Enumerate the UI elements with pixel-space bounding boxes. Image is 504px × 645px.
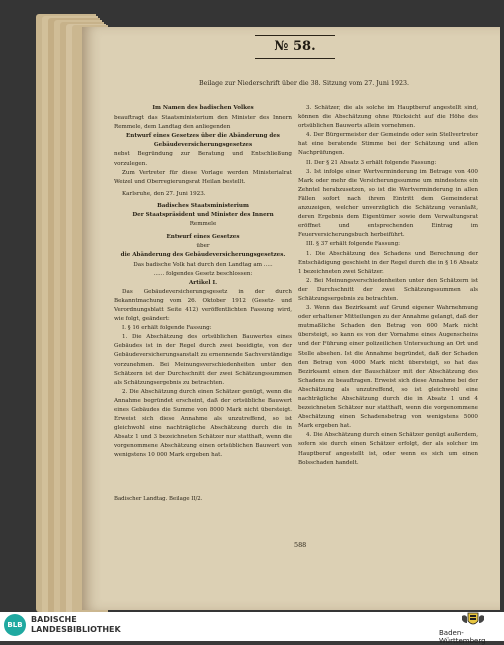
paragraph: Das Gebäudeversicherungsgesetz in der durch Bekanntmachung vom 26. Oktober 1912 (Gesetz- und Verordnungsblatt Seite 412) veröffentlichten Fassung wird, wie folgt, geändert:: [114, 288, 292, 323]
section-heading: I. § 16 erhält folgende Fassung:: [122, 325, 212, 332]
page-number: 588: [294, 541, 307, 549]
library-name: [31, 615, 121, 635]
library-name-line1: BADISCHE: [31, 615, 77, 624]
section-heading: III. § 37 erhält folgende Fassung:: [306, 241, 401, 248]
section-heading: II. Der § 21 Absatz 3 erhält folgende Fassung:: [306, 159, 437, 166]
blb-logo-icon: BLB: [4, 614, 26, 636]
paragraph: 1. Die Abschätzung des Schadens und Berechnung der Entschädigung geschieht in der Regel durch die in § 16 Absatz 1 bezeichneten zwei Schätzer.: [298, 250, 478, 275]
signatory-name: Remmele: [189, 221, 217, 228]
enactment-line: Das badische Volk hat durch den Landtag am .....: [133, 261, 273, 268]
paragraph: 2. Bei Meinungsverschiedenheiten unter den Schätzern ist der Durchschnitt der zwei Schätzungssummen als Schätzungsergebnis zu betrachten.: [298, 277, 478, 302]
preamble-heading: Im Namen des badischen Volkes: [152, 105, 254, 111]
law-heading-subject: die Abänderung des Gebäudeversicherungsgesetzes.: [120, 252, 286, 259]
signatory-heading: Badisches Staatsministerium: [157, 202, 249, 209]
paragraph: 1. Die Abschätzung des ortsüblichen Bauwertes eines Gebäudes ist in der Regel durch zwei beeidigte, von der Gebäudeversicherungsanstalt zu ernennende Sachverständige vorzunehmen. Bei Meinungsverschiedenheiten unter den Schätzern ist der Durchschnitt der zwei Schätzungssummen als Schätzungsergebnis zu betrachten.: [114, 334, 292, 386]
coat-of-arms-icon: [459, 611, 487, 628]
right-column: [298, 104, 478, 468]
library-name-line2: LANDESBIBLIOTHEK: [31, 625, 121, 634]
enactment-line: ...... folgendes Gesetz beschlossen:: [153, 270, 253, 277]
footnote: Badischer Landtag. Beilage II/2.: [114, 496, 203, 502]
paragraph: 3. Schätzer, die als solche im Hauptberuf angestellt sind, können die Abschätzung ohne Rücksicht auf die Höhe des ortsüblichen Bauwerts allein vornehmen.: [298, 105, 478, 130]
left-column: [114, 104, 292, 461]
paragraph: nebst Begründung zur Beratung und Entschließung vorzulegen.: [114, 151, 292, 167]
paragraph: 3. Wenn das Bezirksamt auf Grund eigener Wahrnehmung oder erhaltener Mitteilungen zu der Annahme gelangt, daß der mutmaßliche Schaden den Betrag von 600 Mark nicht übersteigt, so kann es von der Vornahme eines Augenscheins und der Führung einer polizeilichen Untersuchung an Ort und Stelle absehen. Ist die Annahme begründet, daß der Schaden den Betrag von 4000 Mark nicht übersteigt, so hat das Bezirksamt einen der Bauschätzer mit der Abschätzung des Schadens zu beauftragen. Erweist sich diese Annahme bei der Abschätzung als unzutreffend, so ist gleichwohl eine nachträgliche Abschätzung durch die in Absatz 1 und 4 bezeichneten Schätzer nur statthaft, wenn die vorgenommene Abschätzung einen Schadensbetrag von wenigstens 5000 Mark ergeben hat.: [298, 305, 478, 430]
paragraph: beauftragt das Staatsministerium den Minister des Innern Remmele, dem Landtag den anliegenden: [114, 115, 292, 131]
signatory-title: Der Staatspräsident und Minister des Innern: [132, 212, 274, 219]
document-number: № 58.: [255, 35, 335, 59]
paragraph: 2. Die Abschätzung durch einen Schätzer genügt, wenn die Annahme begründet erscheint, daß der ortsübliche Bauwert eines Gebäudes die Summe von 8000 Mark nicht übersteigt. Erweist sich diese Annahme als unzutreffend, so ist gleichwohl eine nachträgliche Abschätzung durch die in Absatz 1 und 3 bezeichneten Schätzer nur statthaft, wenn die vorgenommene Abschätzung einen ortsüblichen Bauwert von wenigstens 10 000 Mark ergeben hat.: [114, 388, 292, 459]
paragraph: 4. Der Bürgermeister der Gemeinde oder sein Stellvertreter hat eine beratende Stimme bei der Schätzung und allen Nachprüfungen.: [298, 132, 478, 157]
paragraph: 4. Die Abschätzung durch einen Schätzer genügt außerdem, sofern sie durch einen Schätzer erfolgt, der als solcher im Hauptberuf angestellt ist, oder wenn es sich um einen Bolsschaden handelt.: [298, 432, 478, 466]
article-heading: Artikel I.: [188, 279, 218, 286]
date-line: Karlsruhe, den 27. Juni 1923.: [122, 190, 206, 197]
document-subtitle: Beilage zur Niederschrift über die 38. Sitzung vom 27. Juni 1923.: [199, 80, 409, 87]
state-label: Baden-Württemberg: [439, 629, 486, 645]
draft-title: Entwurf eines Gesetzes über die Abänderung des Gebäudeversicherungsgesetzes: [126, 133, 280, 149]
law-heading-uber: über: [196, 243, 210, 250]
paragraph: Zum Vertreter für diese Vorlage werden Ministerialrat Weizel und Oberregierungsrat Heilan bestellt.: [114, 169, 292, 185]
paragraph: 3. Ist infolge einer Wertverminderung im Betrage von 400 Mark oder mehr die Versicherungssumme um mindestens ein Zehntel herabzusetzen, so ist die Wertverminderung in allen Fällen sofort nach ihrem Eintritt dem Gemeinderat anzuzeigen, welcher unverzüglich die Schätzung veranlaßt, deren Ergebnis dem Eigentümer sowie dem Verwaltungsrat eröffnet und entsprechenden Eintrag im Feuerversicherungsbuch herbeiführt.: [298, 168, 478, 239]
law-heading: Entwurf eines Gesetzes: [166, 234, 240, 241]
